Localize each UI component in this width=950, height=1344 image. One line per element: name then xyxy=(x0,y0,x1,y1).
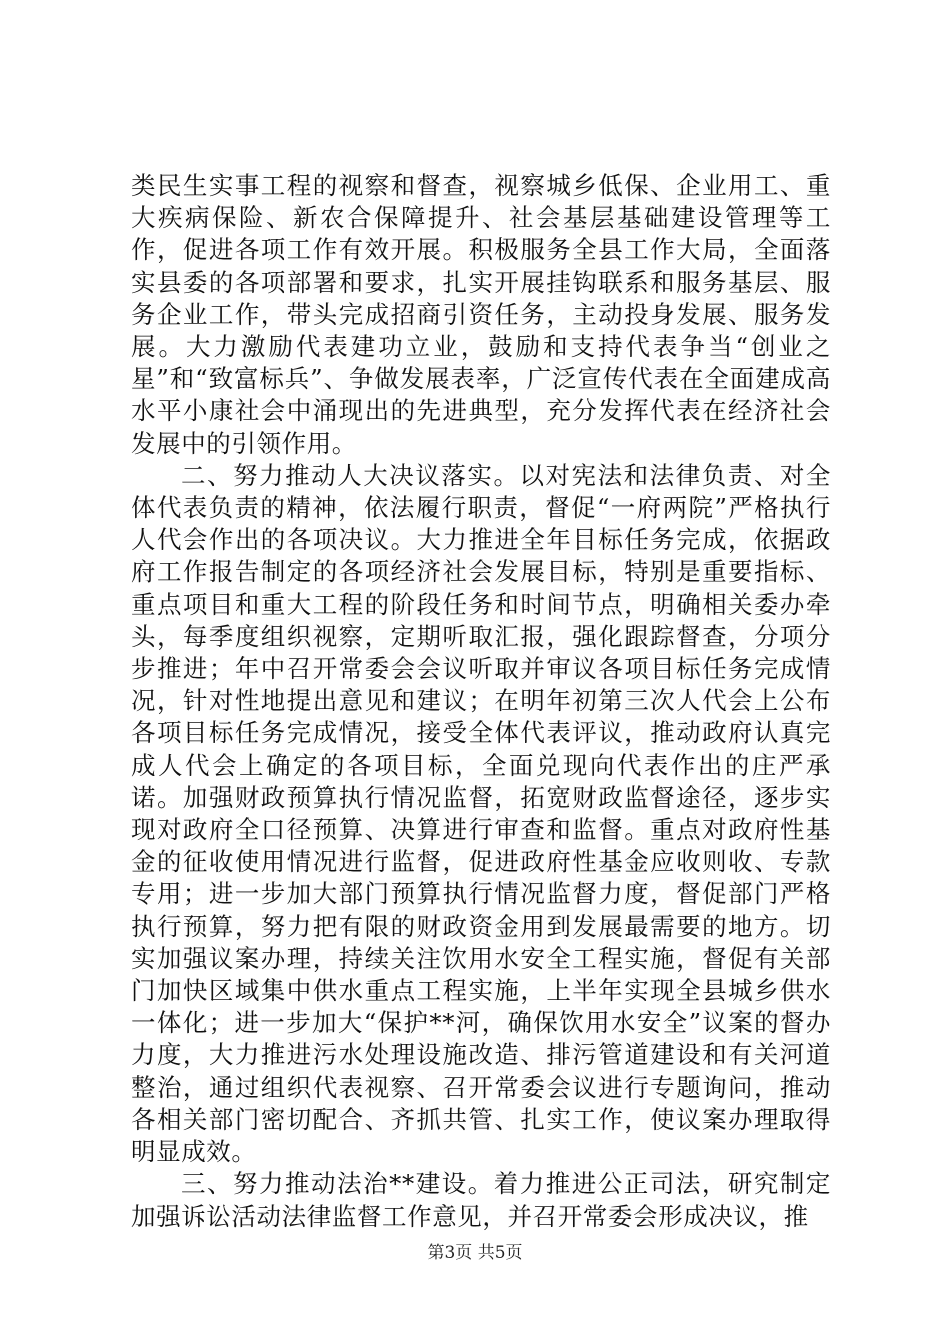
paragraph-2: 二、努力推动人大决议落实。以对宪法和法律负责、对全体代表负责的精神，依法履行职责，督促“一府两院”严格执行人代会作出的各项决议。大力推进全年目标任务完成，依据政府工作报告制定的各项经济社会发展目标，特别是重要指标、重点项目和重大工程的阶段任务和时间节点，明确相关委办牵头，每季度组织视察，定期听取汇报，强化跟踪督查，分项分步推进；年中召开常委会会议听取并审议各项目标任务完成情况，针对性地提出意见和建议；在明年初第三次人代会上公布各项目标任务完成情况，接受全体代表评议，推动政府认真完成人代会上确定的各项目标，全面兑现向代表作出的庄严承诺。加强财政预算执行情况监督，拓宽财政监督途径，逐步实现对政府全口径预算、决算进行审查和监督。重点对政府性基金的征收使用情况进行监督，促进政府性基金应收则收、专款专用；进一步加大部门预算执行情况监督力度，督促部门严格执行预算，努力把有限的财政资金用到发展最需要的地方。切实加强议案办理，持续关注饮用水安全工程实施，督促有关部门加快区域集中供水重点工程实施，上半年实现全县城乡供水一体化；进一步加大“保护**河，确保饮用水安全”议案的督办力度，大力推进污水处理设施改造、排污管道建设和有关河道整治，通过组织代表视察、召开常委会议进行专题询问，推动各相关部门密切配合、齐抓共管、扎实工作，使议案办理取得明显成效。 xyxy=(131,460,831,1167)
page-footer: 第3页 共5页 xyxy=(427,1243,523,1263)
paragraph-1: 类民生实事工程的视察和督查，视察城乡低保、企业用工、重大疾病保险、新农合保障提升、社会基层基础建设管理等工作，促进各项工作有效开展。积极服务全县工作大局，全面落实县委的各项部署和要求，扎实开展挂钩联系和服务基层、服务企业工作，带头完成招商引资任务，主动投身发展、服务发展。大力激励代表建功立业，鼓励和支持代表争当“创业之星”和“致富标兵”、争做发展表率，广泛宣传代表在全面建成高水平小康社会中涌现出的先进典型，充分发挥代表在经济社会发展中的引领作用。 xyxy=(131,171,831,458)
document-body xyxy=(131,170,831,1233)
paragraph-3: 三、努力推动法治**建设。着力推进公正司法，研究制定加强诉讼活动法律监督工作意见，并召开常委会形成决议，推 xyxy=(131,1169,831,1231)
